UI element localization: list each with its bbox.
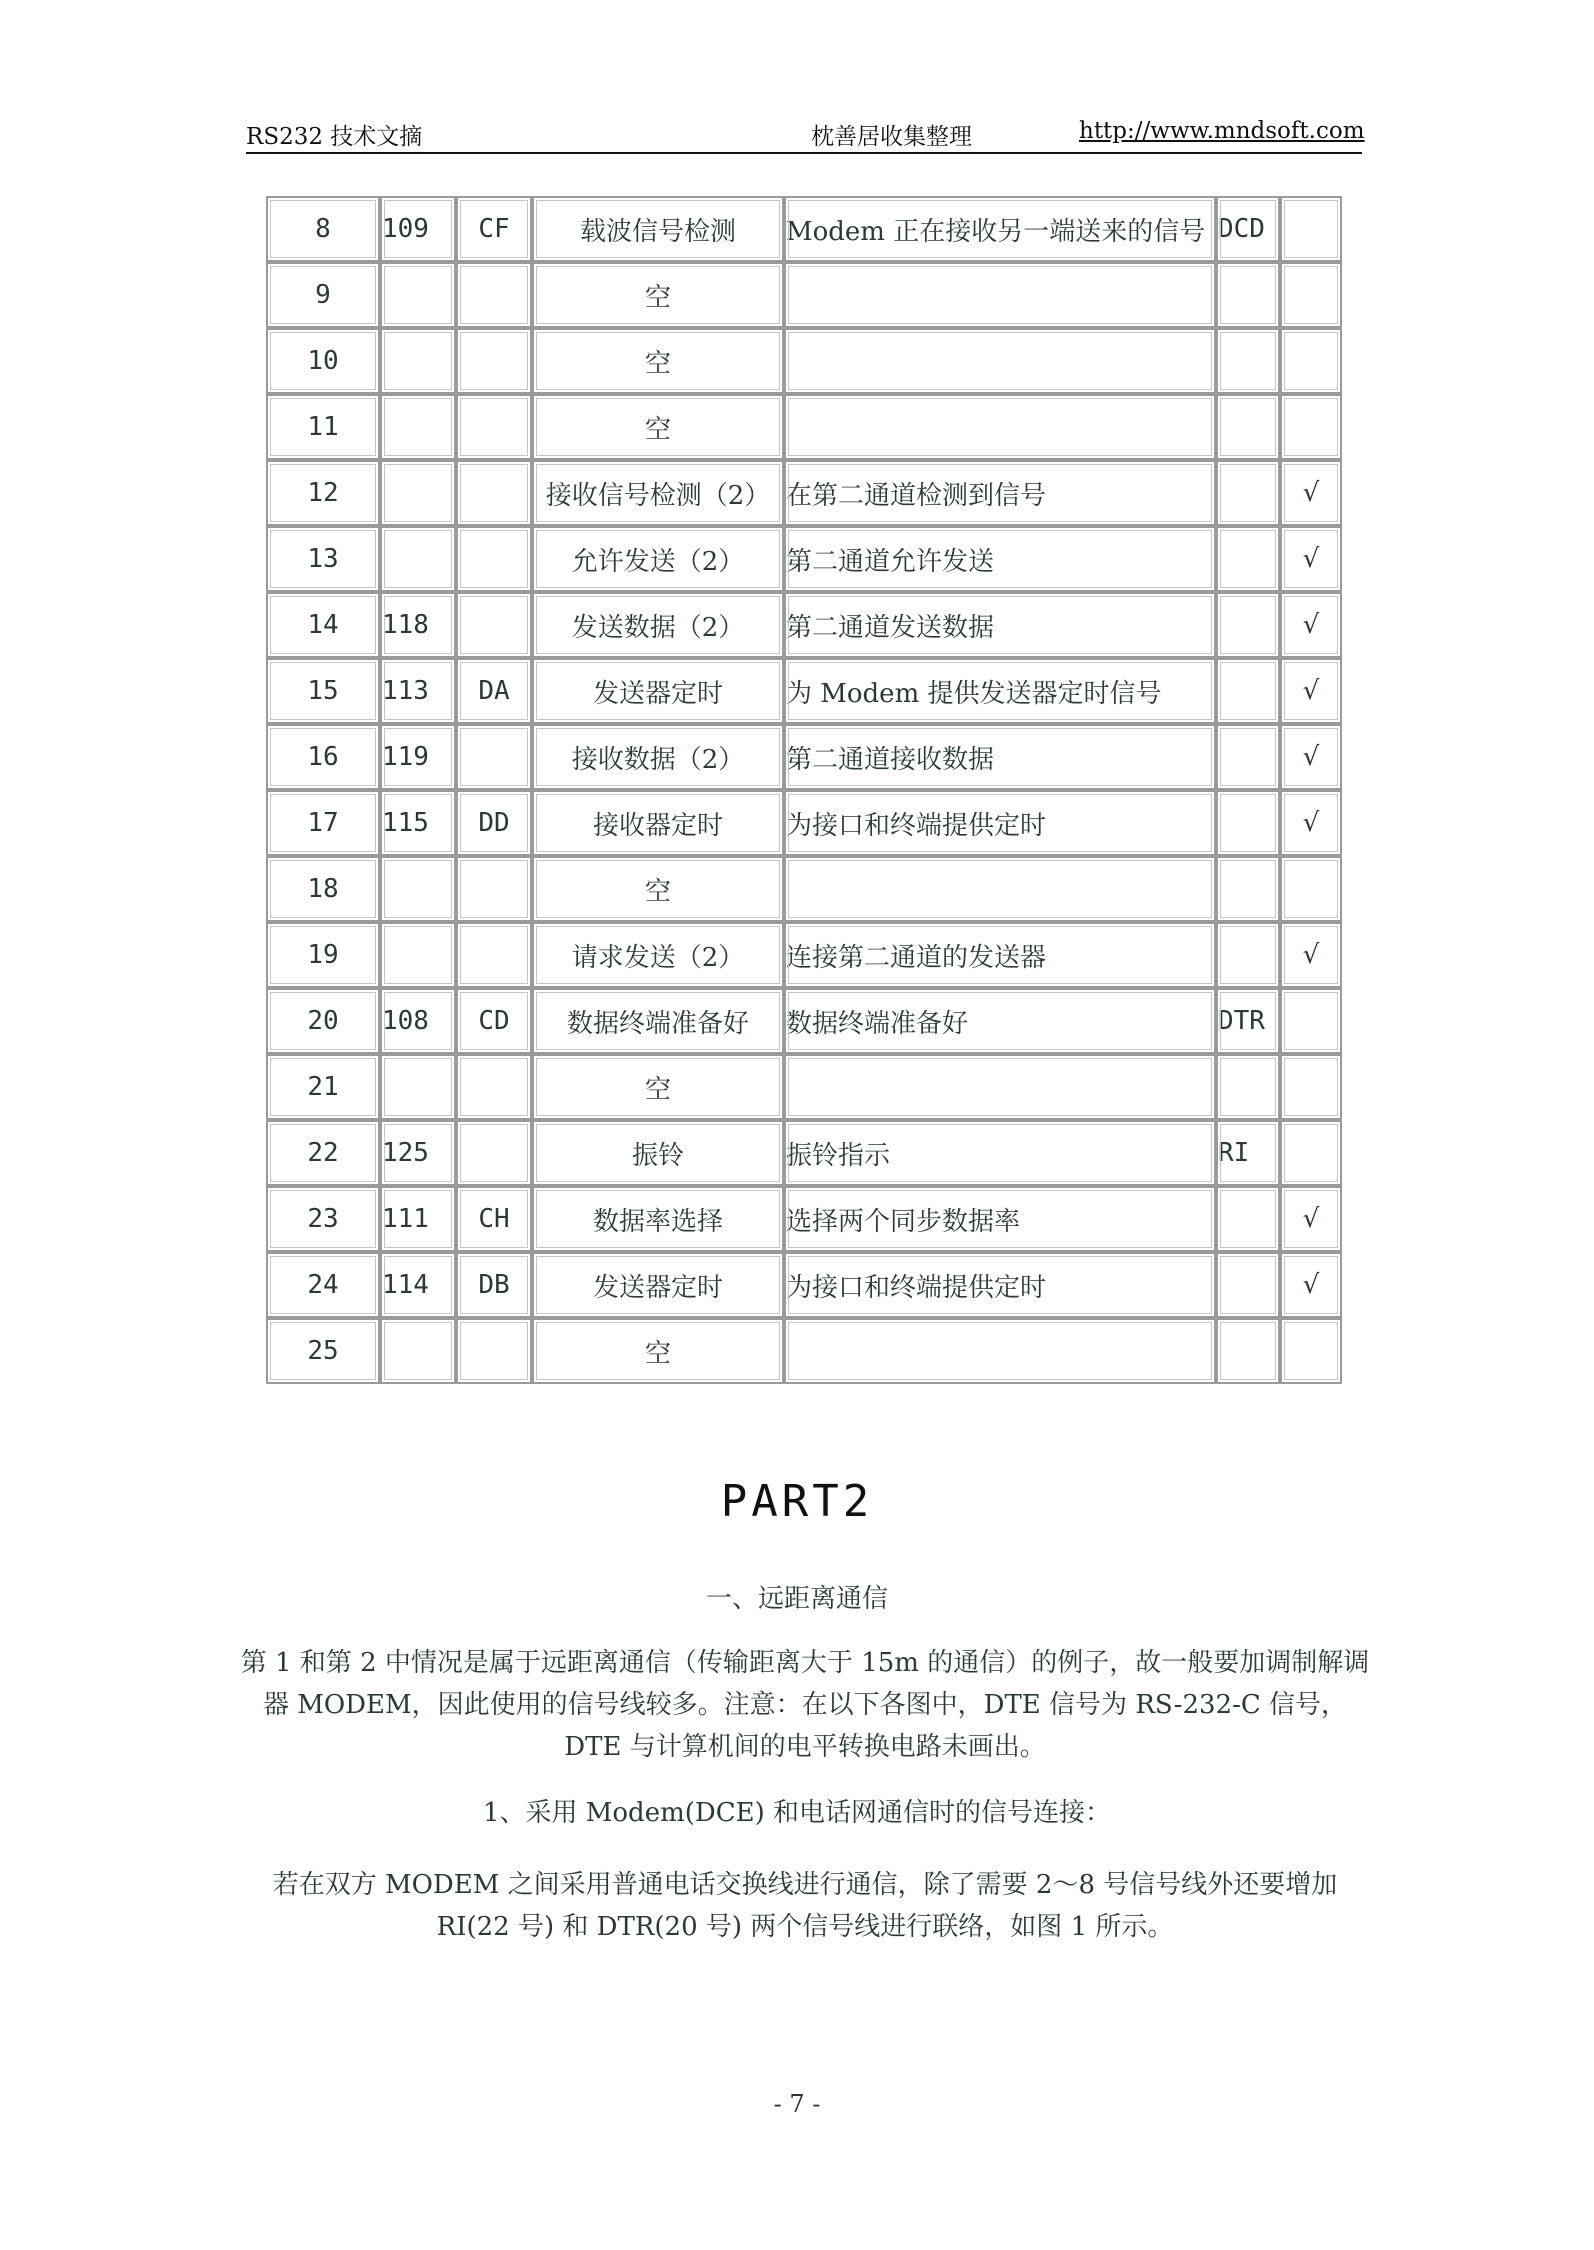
- signal-name-cell: 振铃: [532, 1120, 784, 1186]
- signal-description-cell: 振铃指示: [784, 1120, 1216, 1186]
- table-row: [266, 394, 1342, 460]
- check-mark-cell: √: [1280, 460, 1342, 526]
- signal-name-cell: 空: [532, 856, 784, 922]
- paragraph-intro: 第 1 和第 2 中情况是属于远距离通信（传输距离大于 15m 的通信）的例子，故一般要加调制解调器 MODEM，因此使用的信号线较多。注意：在以下各图中，DTE 信号为 RS-232-C 信号，DTE 与计算机间的电平转换电路未画出。: [240, 1648, 1370, 1762]
- eia-code-cell: [456, 856, 532, 922]
- pin-number-cell: 25: [266, 1318, 380, 1384]
- dte-signal-cell: [1216, 724, 1280, 790]
- ccitt-code-cell: [380, 460, 456, 526]
- signal-name-cell: 数据率选择: [532, 1186, 784, 1252]
- signal-description-cell: [784, 262, 1216, 328]
- signal-description-cell: 数据终端准备好: [784, 988, 1216, 1054]
- table-row: [266, 724, 1342, 790]
- table-row: [266, 1054, 1342, 1120]
- ccitt-code-cell: 113: [380, 658, 456, 724]
- check-mark-cell: [1280, 394, 1342, 460]
- check-mark-cell: √: [1280, 1186, 1342, 1252]
- check-mark-cell: [1280, 988, 1342, 1054]
- check-mark-cell: √: [1280, 526, 1342, 592]
- eia-code-cell: [456, 460, 532, 526]
- ccitt-code-cell: 115: [380, 790, 456, 856]
- table-row: [266, 658, 1342, 724]
- ccitt-code-cell: [380, 1054, 456, 1120]
- check-mark-cell: √: [1280, 922, 1342, 988]
- eia-code-cell: [456, 922, 532, 988]
- pin-number-cell: 20: [266, 988, 380, 1054]
- ccitt-code-cell: [380, 856, 456, 922]
- eia-code-cell: CD: [456, 988, 532, 1054]
- pin-number-cell: 8: [266, 196, 380, 262]
- signal-name-cell: 接收数据（2）: [532, 724, 784, 790]
- signal-description-cell: Modem 正在接收另一端送来的信号: [784, 196, 1216, 262]
- header-url-link[interactable]: http://www.mndsoft.com: [1079, 118, 1365, 144]
- table-row: [266, 196, 1342, 262]
- table-row: [266, 1252, 1342, 1318]
- signal-description-cell: 选择两个同步数据率: [784, 1186, 1216, 1252]
- eia-code-cell: [456, 724, 532, 790]
- ccitt-code-cell: 109: [380, 196, 456, 262]
- dte-signal-cell: [1216, 1252, 1280, 1318]
- signal-description-cell: [784, 328, 1216, 394]
- eia-code-cell: DA: [456, 658, 532, 724]
- check-mark-cell: [1280, 856, 1342, 922]
- table-row: [266, 1186, 1342, 1252]
- signal-name-cell: 发送数据（2）: [532, 592, 784, 658]
- eia-code-cell: [456, 526, 532, 592]
- ccitt-code-cell: 111: [380, 1186, 456, 1252]
- table-row: [266, 922, 1342, 988]
- header-collector: 枕善居收集整理: [811, 124, 972, 150]
- signal-name-cell: 空: [532, 1318, 784, 1384]
- subsection-title: 1、采用 Modem(DCE) 和电话网通信时的信号连接：: [482, 1798, 1112, 1828]
- signal-name-cell: 数据终端准备好: [532, 988, 784, 1054]
- signal-table-body: [266, 196, 1342, 1384]
- eia-code-cell: CH: [456, 1186, 532, 1252]
- eia-code-cell: [456, 262, 532, 328]
- dte-signal-cell: [1216, 658, 1280, 724]
- check-mark-cell: [1280, 262, 1342, 328]
- check-mark-cell: [1280, 1054, 1342, 1120]
- ccitt-code-cell: 114: [380, 1252, 456, 1318]
- signal-description-cell: [784, 394, 1216, 460]
- signal-description-cell: 第二通道允许发送: [784, 526, 1216, 592]
- pin-number-cell: 17: [266, 790, 380, 856]
- dte-signal-cell: [1216, 1054, 1280, 1120]
- signal-table: [266, 196, 1342, 1384]
- table-row: [266, 526, 1342, 592]
- signal-description-cell: 为 Modem 提供发送器定时信号: [784, 658, 1216, 724]
- page-number: - 7 -: [773, 2090, 821, 2118]
- check-mark-cell: √: [1280, 592, 1342, 658]
- check-mark-cell: √: [1280, 724, 1342, 790]
- section-title: 一、远距离通信: [705, 1584, 888, 1614]
- dte-signal-cell: [1216, 262, 1280, 328]
- table-row: [266, 988, 1342, 1054]
- check-mark-cell: [1280, 1120, 1342, 1186]
- pin-number-cell: 9: [266, 262, 380, 328]
- signal-name-cell: 空: [532, 262, 784, 328]
- ccitt-code-cell: 125: [380, 1120, 456, 1186]
- ccitt-code-cell: [380, 526, 456, 592]
- signal-name-cell: 接收器定时: [532, 790, 784, 856]
- signal-description-cell: 为接口和终端提供定时: [784, 790, 1216, 856]
- pin-number-cell: 12: [266, 460, 380, 526]
- signal-description-cell: [784, 1318, 1216, 1384]
- signal-name-cell: 发送器定时: [532, 1252, 784, 1318]
- dte-signal-cell: [1216, 328, 1280, 394]
- signal-description-cell: 第二通道发送数据: [784, 592, 1216, 658]
- pin-number-cell: 15: [266, 658, 380, 724]
- eia-code-cell: CF: [456, 196, 532, 262]
- dte-signal-cell: [1216, 790, 1280, 856]
- ccitt-code-cell: [380, 1318, 456, 1384]
- pin-number-cell: 10: [266, 328, 380, 394]
- table-row: [266, 856, 1342, 922]
- table-row: [266, 262, 1342, 328]
- eia-code-cell: [456, 394, 532, 460]
- ccitt-code-cell: 118: [380, 592, 456, 658]
- ccitt-code-cell: [380, 922, 456, 988]
- dte-signal-cell: [1216, 394, 1280, 460]
- table-row: [266, 328, 1342, 394]
- signal-description-cell: 为接口和终端提供定时: [784, 1252, 1216, 1318]
- eia-code-cell: [456, 1054, 532, 1120]
- table-row: [266, 592, 1342, 658]
- dte-signal-cell: DCD: [1216, 196, 1280, 262]
- ccitt-code-cell: [380, 394, 456, 460]
- eia-code-cell: DD: [456, 790, 532, 856]
- ccitt-code-cell: 108: [380, 988, 456, 1054]
- eia-code-cell: [456, 1120, 532, 1186]
- signal-name-cell: 空: [532, 328, 784, 394]
- table-row: [266, 790, 1342, 856]
- pin-number-cell: 18: [266, 856, 380, 922]
- signal-name-cell: 载波信号检测: [532, 196, 784, 262]
- signal-description-cell: 第二通道接收数据: [784, 724, 1216, 790]
- check-mark-cell: √: [1280, 658, 1342, 724]
- dte-signal-cell: [1216, 922, 1280, 988]
- table-row: [266, 1120, 1342, 1186]
- check-mark-cell: √: [1280, 1252, 1342, 1318]
- dte-signal-cell: [1216, 592, 1280, 658]
- signal-name-cell: 接收信号检测（2）: [532, 460, 784, 526]
- eia-code-cell: [456, 592, 532, 658]
- paragraph-connection: 若在双方 MODEM 之间采用普通电话交换线进行通信，除了需要 2～8 号信号线外还要增加 RI(22 号) 和 DTR(20 号) 两个信号线进行联络，如图 1 所示。: [272, 1870, 1338, 1942]
- table-row: [266, 1318, 1342, 1384]
- dte-signal-cell: [1216, 1318, 1280, 1384]
- signal-description-cell: [784, 1054, 1216, 1120]
- pin-number-cell: 24: [266, 1252, 380, 1318]
- part-title: PART2: [720, 1476, 874, 1527]
- signal-description-cell: 在第二通道检测到信号: [784, 460, 1216, 526]
- pin-number-cell: 21: [266, 1054, 380, 1120]
- ccitt-code-cell: 119: [380, 724, 456, 790]
- dte-signal-cell: [1216, 460, 1280, 526]
- dte-signal-cell: [1216, 526, 1280, 592]
- signal-name-cell: 发送器定时: [532, 658, 784, 724]
- pin-number-cell: 11: [266, 394, 380, 460]
- pin-number-cell: 14: [266, 592, 380, 658]
- dte-signal-cell: DTR: [1216, 988, 1280, 1054]
- eia-code-cell: [456, 1318, 532, 1384]
- table-row: [266, 460, 1342, 526]
- ccitt-code-cell: [380, 328, 456, 394]
- signal-description-cell: 连接第二通道的发送器: [784, 922, 1216, 988]
- pin-number-cell: 23: [266, 1186, 380, 1252]
- dte-signal-cell: [1216, 1186, 1280, 1252]
- signal-name-cell: 请求发送（2）: [532, 922, 784, 988]
- header-doc-title: RS232 技术文摘: [246, 124, 423, 150]
- pin-number-cell: 16: [266, 724, 380, 790]
- pin-number-cell: 13: [266, 526, 380, 592]
- signal-name-cell: 允许发送（2）: [532, 526, 784, 592]
- eia-code-cell: DB: [456, 1252, 532, 1318]
- dte-signal-cell: [1216, 856, 1280, 922]
- pin-number-cell: 19: [266, 922, 380, 988]
- pin-number-cell: 22: [266, 1120, 380, 1186]
- check-mark-cell: √: [1280, 790, 1342, 856]
- check-mark-cell: [1280, 328, 1342, 394]
- eia-code-cell: [456, 328, 532, 394]
- signal-name-cell: 空: [532, 394, 784, 460]
- signal-name-cell: 空: [532, 1054, 784, 1120]
- dte-signal-cell: RI: [1216, 1120, 1280, 1186]
- check-mark-cell: [1280, 1318, 1342, 1384]
- signal-description-cell: [784, 856, 1216, 922]
- ccitt-code-cell: [380, 262, 456, 328]
- check-mark-cell: [1280, 196, 1342, 262]
- page-header: [246, 112, 1365, 154]
